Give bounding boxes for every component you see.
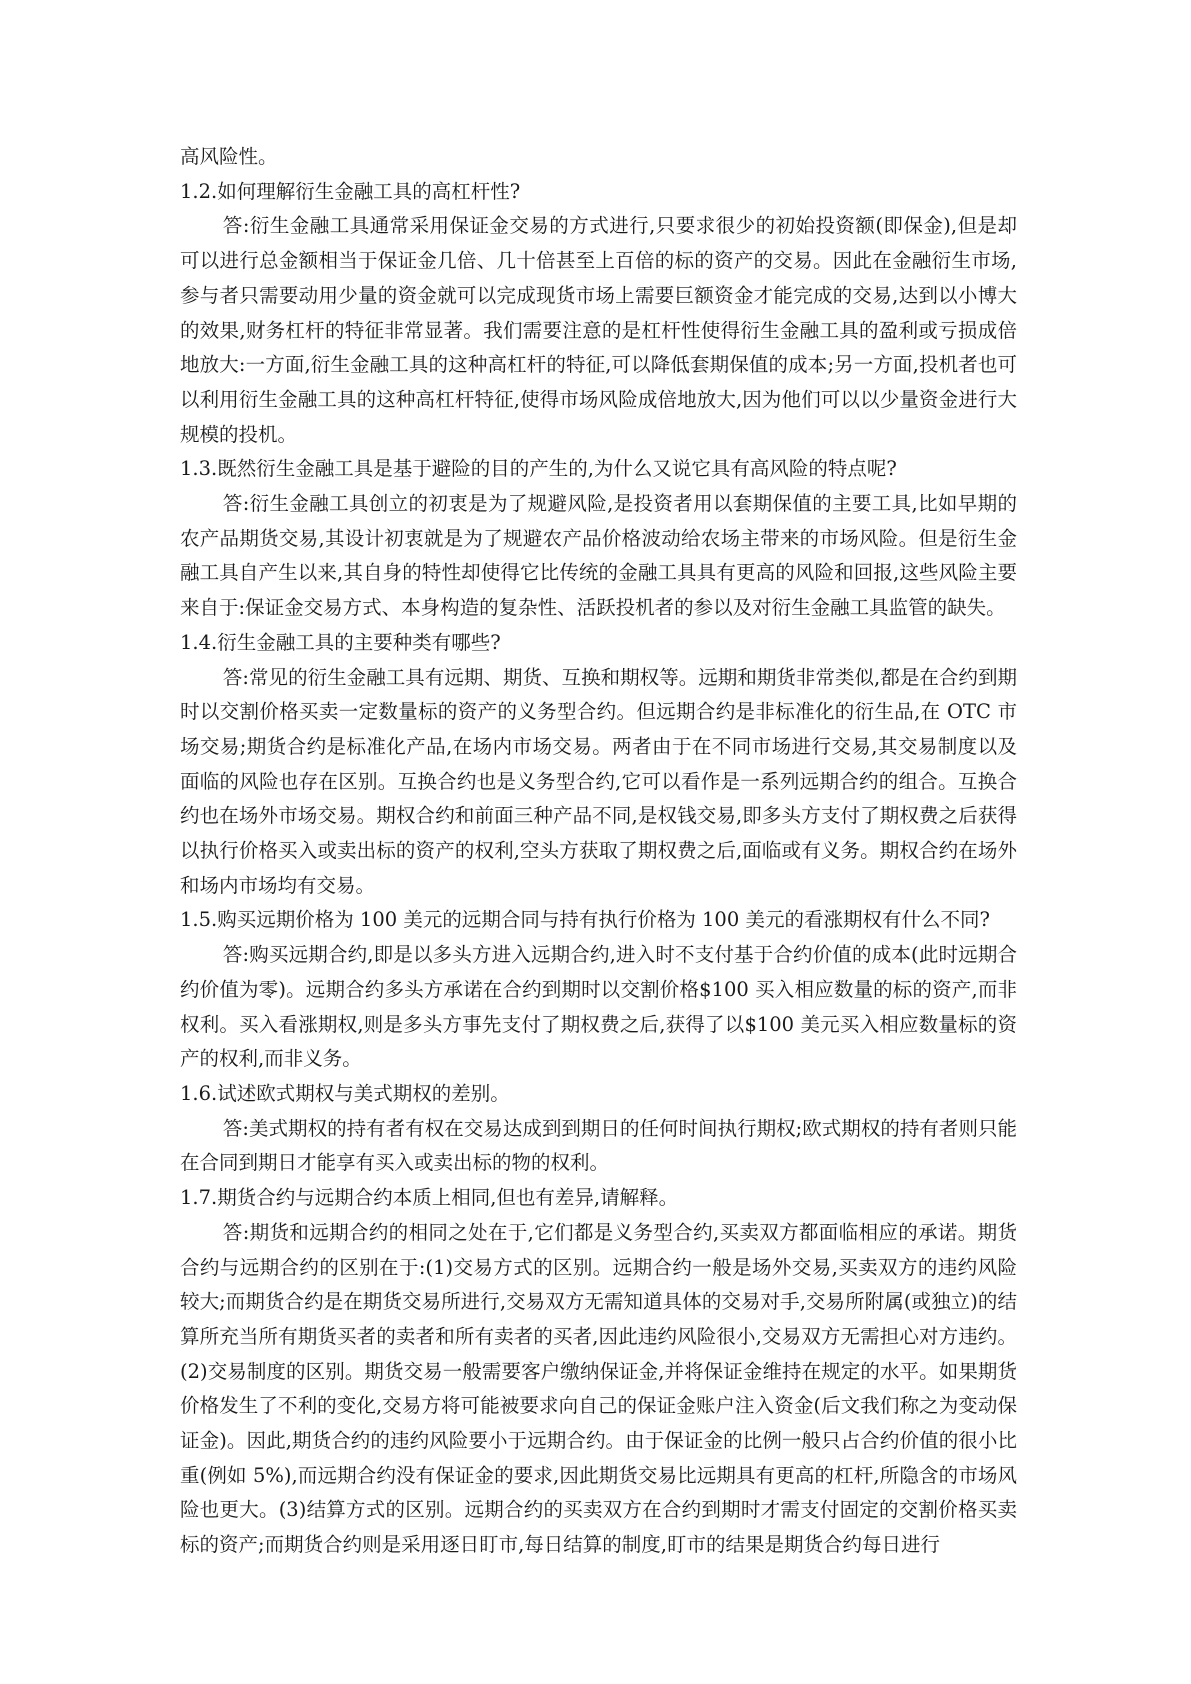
- answer-1-5: 答:购买远期合约,即是以多头方进入远期合约,进入时不支付基于合约价值的成本(此时远期合约价值为零)。远期合约多头方承诺在合约到期时以交割价格$100 买入相应数量的标的资产,而非权利。买入看涨期权,则是多头方事先支付了期权费之后,获得了以$100 美元买入相应数量标的资产的权利,而非义务。: [180, 943, 1017, 1071]
- answer-1-6: 答:美式期权的持有者有权在交易达成到到期日的任何时间执行期权;欧式期权的持有者则只能在合同到期日才能享有买入或卖出标的物的权利。: [180, 1116, 1017, 1175]
- answer-1-4: 答:常见的衍生金融工具有远期、期货、互换和期权等。远期和期货非常类似,都是在合约到期时以交割价格买卖一定数量标的资产的义务型合约。但远期合约是非标准化的衍生品,在 OTC 市场交易;期货合约是标准化产品,在场内市场交易。两者由于在不同市场进行交易,其交易制度以及面临的风险也存在区别。互换合约也是义务型合约,它可以看作是一系列远期合约的组合。互换合约也在场外市场交易。期权合约和前面三种产品不同,是权钱交易,即多头方支付了期权费之后获得以执行价格买入或卖出标的资产的权利,空头方获取了期权费之后,面临或有义务。期权合约在场外和场内市场均有交易。: [180, 665, 1017, 897]
- question-1-2: 1.2.如何理解衍生金融工具的高杠杆性?: [180, 179, 521, 203]
- document-page: [180, 140, 1017, 1563]
- lead-in-text: 高风险性。: [180, 145, 278, 168]
- answer-1-7: 答:期货和远期合约的相同之处在于,它们都是义务型合约,买卖双方都面临相应的承诺。期货合约与远期合约的区别在于:(1)交易方式的区别。远期合约一般是场外交易,买卖双方的违约风险较大;而期货合约是在期货交易所进行,交易双方无需知道具体的交易对手,交易所附属(或独立)的结算所充当所有期货买者的卖者和所有卖者的买者,因此违约风险很小,交易双方无需担心对方违约。(2)交易制度的区别。期货交易一般需要客户缴纳保证金,并将保证金维持在规定的水平。如果期货价格发生了不利的变化,交易方将可能被要求向自己的保证金账户注入资金(后文我们称之为变动保证金)。因此,期货合约的违约风险要小于远期合约。由于保证金的比例一般只占合约价值的很小比重(例如 5%),而远期合约没有保证金的要求,因此期货交易比远期具有更高的杠杆,所隐含的市场风险也更大。(3)结算方式的区别。远期合约的买卖双方在合约到期时才需支付固定的交割价格买卖标的资产;而期货合约则是采用逐日盯市,每日结算的制度,盯市的结果是期货合约每日进行: [180, 1220, 1017, 1557]
- question-1-7: 1.7.期货合约与远期合约本质上相同,但也有差异,请解释。: [180, 1186, 679, 1210]
- question-1-6: 1.6.试述欧式期权与美式期权的差别。: [180, 1081, 510, 1105]
- answer-1-3: 答:衍生金融工具创立的初衷是为了规避风险,是投资者用以套期保值的主要工具,比如早期的农产品期货交易,其设计初衷就是为了规避农产品价格波动给农场主带来的市场风险。但是衍生金融工具自产生以来,其自身的特性却使得它比传统的金融工具具有更高的风险和回报,这些风险主要来自于:保证金交易方式、本身构造的复杂性、活跃投机者的参以及对衍生金融工具监管的缺失。: [180, 492, 1017, 620]
- question-1-4: 1.4.衍生金融工具的主要种类有哪些?: [180, 630, 501, 654]
- question-1-5: 1.5.购买远期价格为 100 美元的远期合同与持有执行价格为 100 美元的看涨期权有什么不同?: [180, 908, 990, 932]
- answer-1-2: 答:衍生金融工具通常采用保证金交易的方式进行,只要求很少的初始投资额(即保金),但是却可以进行总金额相当于保证金几倍、几十倍甚至上百倍的标的资产的交易。因此在金融衍生市场,参与者只需要动用少量的资金就可以完成现货市场上需要巨额资金才能完成的交易,达到以小博大的效果,财务杠杆的特征非常显著。我们需要注意的是杠杆性使得衍生金融工具的盈利或亏损成倍地放大:一方面,衍生金融工具的这种高杠杆的特征,可以降低套期保值的成本;另一方面,投机者也可以利用衍生金融工具的这种高杠杆特征,使得市场风险成倍地放大,因为他们可以以少量资金进行大规模的投机。: [180, 214, 1017, 446]
- question-1-3: 1.3.既然衍生金融工具是基于避险的目的产生的,为什么又说它具有高风险的特点呢?: [180, 457, 897, 481]
